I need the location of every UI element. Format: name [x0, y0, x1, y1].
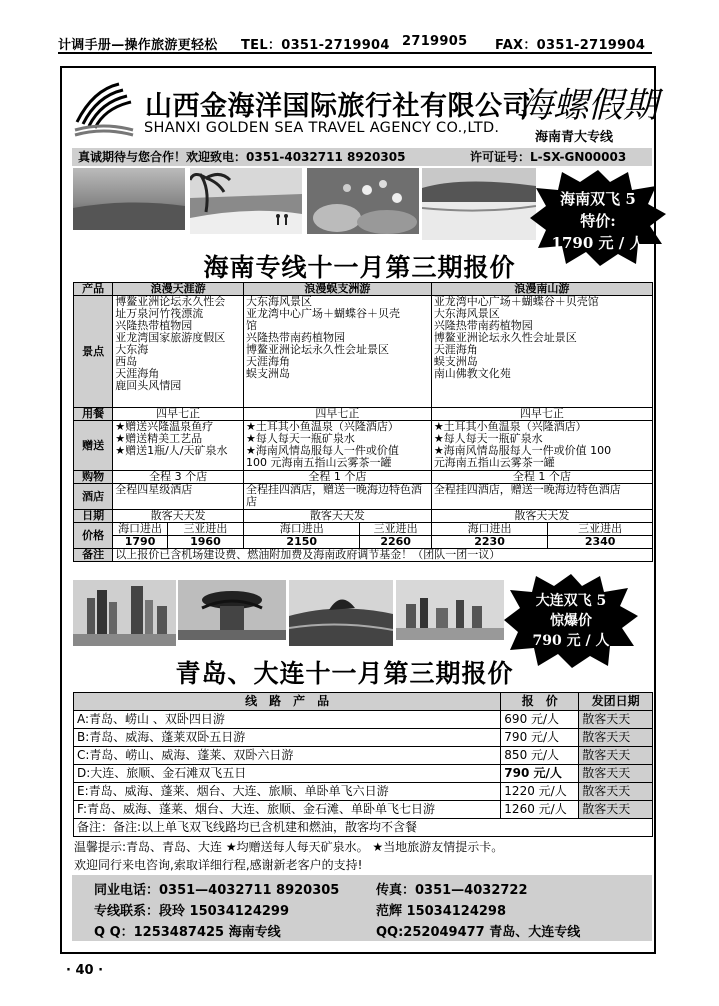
hotel-product-2: 全程挂四酒店，赠送一晚海边特色酒店 — [243, 484, 431, 510]
dalian-badge-line2: 惊爆价 — [550, 613, 592, 629]
dalian-badge-line1: 大连双飞 5 — [535, 593, 607, 609]
header-slogan: 计调手册—操作旅游更轻松 — [58, 38, 218, 53]
contact-tel: 同业电话：0351—4032711 8920305 — [94, 883, 340, 898]
date-product-2: 散客天天发 — [243, 510, 431, 523]
meal-product-3: 四早七正 — [431, 408, 652, 421]
meal-product-1: 四早七正 — [113, 408, 244, 421]
contact-box — [72, 875, 652, 941]
shop-product-1: 全程 3 个店 — [113, 471, 244, 484]
contact-person2: 范辉 15034124298 — [376, 904, 507, 919]
price-2: 1960 — [167, 536, 243, 549]
brand-name: 海螺假期 — [518, 86, 659, 126]
price-5: 2230 — [431, 536, 548, 549]
company-english-name: SHANXI GOLDEN SEA TRAVEL AGENCY CO.,LTD. — [144, 120, 500, 136]
brand-subtitle: 海南青大专线 — [535, 130, 614, 145]
hainan-badge-line3: 1790 元 / 人 — [551, 234, 645, 252]
license-number: 许可证号：L-SX-GN00003 — [470, 150, 627, 164]
shop-product-2: 全程 1 个店 — [243, 471, 431, 484]
gift-label: 赠送 — [74, 421, 113, 471]
qd-photo-1 — [73, 580, 176, 646]
table-row: D:大连、旅顺、金石滩双飞五日 790 元/人 散客天天 — [74, 765, 653, 783]
gift-product-2: ★土耳其小鱼温泉（兴隆酒店） ★每人每天一瓶矿泉水 ★海南风情岛服每人一件或价值 100 元海南五指山云雾茶一罐 — [243, 421, 431, 471]
contact-person1: 专线联系：段玲 15034124299 — [94, 904, 290, 919]
welcome-bar — [72, 148, 652, 166]
price-1: 1790 — [113, 536, 168, 549]
date-product-3: 散客天天发 — [431, 510, 652, 523]
page-number: · 40 · — [66, 963, 104, 978]
meal-product-2: 四早七正 — [243, 408, 431, 421]
date-product-1: 散客天天发 — [113, 510, 244, 523]
top-header — [58, 34, 652, 54]
shop-label: 购物 — [74, 471, 113, 484]
hainan-title: 海南专线十一月第三期报价 — [203, 253, 516, 282]
qd-head-date: 发团日期 — [579, 693, 653, 711]
shop-product-3: 全程 1 个店 — [431, 471, 652, 484]
product-3: 浪漫南山游 — [431, 283, 652, 296]
price-3: 2150 — [243, 536, 360, 549]
table-row: F:青岛、威海、蓬莱、烟台、大连、旅顺、金石滩、单卧单飞七日游 1260 元/人 散客天天 — [74, 801, 653, 819]
gift-product-1: ★赠送兴隆温泉鱼疗 ★赠送精美工艺品 ★赠送1瓶/人/天矿泉水 — [113, 421, 244, 471]
gift-product-3: ★土耳其小鱼温泉（兴隆酒店） ★每人每天一瓶矿泉水 ★海南风情岛服每人一件或价值 100 元海南五指山云雾茶一罐 — [431, 421, 652, 471]
price-label: 价格 — [74, 523, 113, 549]
hotel-product-3: 全程挂四酒店，赠送一晚海边特色酒店 — [431, 484, 652, 510]
spots-label: 景点 — [74, 296, 113, 408]
company-name: 山西金海洋国际旅行社有限公司 — [145, 91, 530, 122]
company-logo — [73, 76, 135, 138]
hainan-note: 以上报价已含机场建设费、燃油附加费及海南政府调节基金！（团队一团一议） — [113, 549, 653, 562]
table-row: B:青岛、威海、蓬莱双卧五日游 790 元/人 散客天天 — [74, 729, 653, 747]
price-head-2: 三亚进出 — [167, 523, 243, 536]
contact-qq1: Q Q：1253487425 海南专线 — [94, 925, 281, 940]
tips — [74, 838, 503, 874]
header-tel2: 2719905 — [402, 34, 468, 49]
qd-photo-2 — [178, 580, 286, 640]
note-label: 备注 — [74, 549, 113, 562]
price-head-4: 三亚进出 — [360, 523, 431, 536]
tips-line1: 温馨提示:青岛、青岛、大连 ★均赠送每人每天矿泉水。 ★当地旅游友情提示卡。 — [74, 840, 504, 854]
qd-photo-3 — [289, 580, 393, 646]
col-product-label: 产品 — [74, 283, 113, 296]
price-head-6: 三亚进出 — [548, 523, 653, 536]
meal-label: 用餐 — [74, 408, 113, 421]
qd-head-price: 报 价 — [501, 693, 579, 711]
qd-note: 备注：备注:以上单飞双飞线路均已含机建和燃油，散客均不含餐 — [74, 819, 653, 837]
hainan-photo-2 — [190, 168, 302, 234]
contact-fax: 传真：0351—4032722 — [376, 883, 528, 898]
spots-product-3: 亚龙湾中心广场＋蝴蝶谷＋贝壳馆 大东海风景区 兴隆热带南药植物园 博鳌亚洲论坛永久性会址景区 天涯海角 蜈支洲岛 南山佛教文化苑 — [431, 296, 652, 408]
product-1: 浪漫天涯游 — [113, 283, 244, 296]
header-tel: TEL：0351-2719904 — [241, 38, 390, 53]
table-row: A:青岛、崂山 、双卧四日游 690 元/人 散客天天 — [74, 711, 653, 729]
date-label: 日期 — [74, 510, 113, 523]
qd-photo-4 — [396, 580, 504, 640]
product-2: 浪漫蜈支洲游 — [243, 283, 431, 296]
hainan-photo-4 — [422, 168, 536, 240]
price-4: 2260 — [360, 536, 431, 549]
hainan-badge-line1: 海南双飞 5 — [560, 190, 636, 208]
table-row: C:青岛、崂山、威海、蓬莱、双卧六日游 850 元/人 散客天天 — [74, 747, 653, 765]
hainan-price-table — [73, 282, 653, 562]
hotel-product-1: 全程四星级酒店 — [113, 484, 244, 510]
hainan-photo-3 — [307, 168, 419, 234]
qd-title: 青岛、大连十一月第三期报价 — [175, 659, 514, 688]
hainan-photo-1 — [73, 168, 185, 230]
contact-qq2: QQ:252049477 青岛、大连专线 — [376, 925, 581, 940]
spots-product-1: 博鳌亚洲论坛永久性会 址万泉河竹筏漂流 兴隆热带植物园 亚龙湾国家旅游度假区 大东海 西岛 天涯海角 鹿回头风情园 — [113, 296, 244, 408]
hotel-label: 酒店 — [74, 484, 113, 510]
header-fax: FAX：0351-2719904 — [495, 38, 646, 53]
qd-price-table — [73, 692, 653, 837]
price-head-1: 海口进出 — [113, 523, 168, 536]
price-head-5: 海口进出 — [431, 523, 548, 536]
hainan-badge-line2: 特价: — [580, 212, 616, 230]
table-row: E:青岛、威海、蓬莱、烟台、大连、旅顺、单卧单飞六日游 1220 元/人 散客天天 — [74, 783, 653, 801]
price-head-3: 海口进出 — [243, 523, 360, 536]
welcome-text: 真诚期待与您合作！欢迎致电：0351-4032711 8920305 — [78, 150, 406, 164]
spots-product-2: 大东海风景区 亚龙湾中心广场＋蝴蝶谷＋贝壳 馆 兴隆热带南药植物园 博鳌亚洲论坛永久性会址景区 天涯海角 蜈支洲岛 — [243, 296, 431, 408]
qd-head-route: 线 路 产 品 — [74, 693, 501, 711]
price-6: 2340 — [548, 536, 653, 549]
dalian-badge-line3: 790 元 / 人 — [532, 633, 610, 649]
tips-line2: 欢迎同行来电咨询,索取详细行程,感谢新老客户的支持! — [74, 858, 363, 872]
